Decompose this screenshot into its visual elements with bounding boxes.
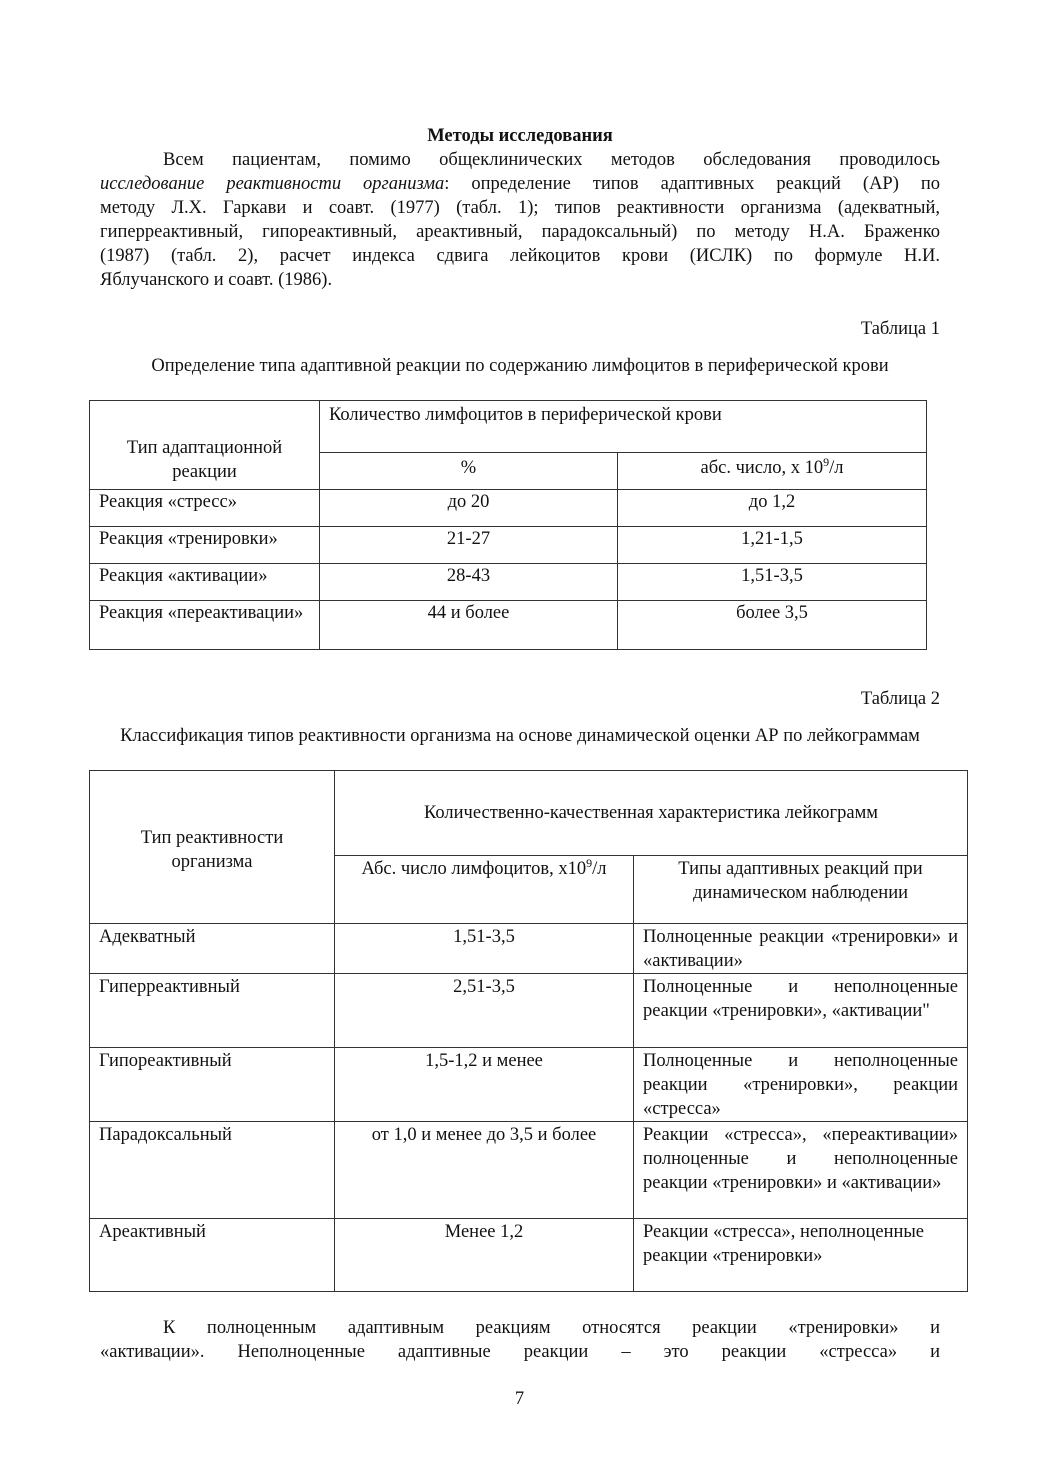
table-row	[90, 1219, 968, 1292]
table1-label: Таблица 1	[860, 319, 940, 339]
table2-cell-type: Гипореактивный	[90, 1048, 335, 1122]
table1-cell-abs: до 1,2	[618, 490, 927, 527]
table2-cell-abs: 2,51-3,5	[335, 974, 634, 1048]
table1-cell-type: Реакция «тренировки»	[90, 527, 320, 564]
table2-head-ar: Типы адаптивных реакций при динамическом наблюдении	[634, 856, 968, 924]
table2-cell-abs: Менее 1,2	[335, 1219, 634, 1292]
table-row	[90, 1048, 968, 1122]
table2-label: Таблица 2	[860, 689, 940, 709]
table2-head-abs: Абс. число лимфоцитов, $х10^9/л$	[335, 856, 634, 924]
intro-line-1: Всем пациентам, помимо общеклинических методов обследования проводилось	[163, 150, 940, 170]
table2-cell-ar: Полноценные реакции «тренировки» и «активации»	[634, 924, 968, 974]
table-row	[90, 924, 968, 974]
table1-cell-pct: до 20	[320, 490, 618, 527]
table2-cell-abs: 1,5-1,2 и менее	[335, 1048, 634, 1122]
italic-term: исследование реактивности организма	[100, 174, 445, 194]
table1-caption: Определение типа адаптивной реакции по содержанию лимфоцитов в периферической крови	[151, 356, 889, 376]
table1-cell-abs: 1,51-3,5	[618, 564, 927, 601]
table1-cell-type: Реакция «стресс»	[90, 490, 320, 527]
table2-cell-ar: Полноценные и неполноценные реакции «тренировки», «активации"	[634, 974, 968, 1048]
table2	[89, 770, 968, 1292]
table2-cell-type: Ареактивный	[90, 1219, 335, 1292]
table1-head-abs: абс. число, х $10^9/л$	[618, 453, 927, 490]
table1-cell-type: Реакция «переактивации»	[90, 601, 320, 650]
table-row	[90, 564, 927, 601]
table-row	[90, 974, 968, 1048]
table1-head-pct: %	[320, 453, 618, 490]
table2-cell-abs: 1,51-3,5	[335, 924, 634, 974]
table1-cell-abs: 1,21-1,5	[618, 527, 927, 564]
table-row	[90, 601, 927, 650]
intro-paragraph	[100, 148, 940, 292]
table-row	[90, 527, 927, 564]
table2-cell-type: Гиперреактивный	[90, 974, 335, 1048]
closing-line-2: «активации». Неполноценные адаптивные реакции – это реакции «стресса» и	[100, 1342, 940, 1362]
table1-cell-pct: 21-27	[320, 527, 618, 564]
table-row	[90, 490, 927, 527]
table2-cell-type: Парадоксальный	[90, 1122, 335, 1219]
intro-line-3: методу Л.Х. Гаркави и соавт. (1977) (табл. 1); типов реактивности организма (адекватный,	[100, 198, 940, 218]
section-heading: Методы исследования	[427, 126, 613, 146]
table1-head-type: Тип адаптационной реакции	[90, 401, 320, 490]
table2-caption: Классификация типов реактивности организма на основе динамической оценки АР по лейкограммам	[120, 726, 920, 746]
intro-line-5: (1987) (табл. 2), расчет индекса сдвига лейкоцитов крови (ИСЛК) по формуле Н.И.	[100, 246, 940, 266]
table1-cell-pct: 44 и более	[320, 601, 618, 650]
table2-head-type: Тип реактивности организма	[90, 771, 335, 924]
table1	[89, 400, 927, 650]
table2-cell-ar: Полноценные и неполноценные реакции «тренировки», реакции «стресса»	[634, 1048, 968, 1122]
intro-line-2: исследование реактивности организма: определение типов адаптивных реакций (АР) по	[100, 174, 940, 194]
intro-line-4: гиперреактивный, гипореактивный, ареактивный, парадоксальный) по методу Н.А. Браженко	[100, 222, 940, 242]
table1-head-count: Количество лимфоцитов в периферической крови	[320, 401, 927, 453]
table2-cell-ar: Реакции «стресса», неполноценные реакции «тренировки»	[634, 1219, 968, 1292]
table-row	[90, 1122, 968, 1219]
table2-cell-ar: Реакции «стресса», «переактивации» полноценные и неполноценные реакции «тренировки» и «активации»	[634, 1122, 968, 1219]
table1-cell-type: Реакция «активации»	[90, 564, 320, 601]
closing-line-1: К полноценным адаптивным реакциям относятся реакции «тренировки» и	[163, 1318, 940, 1338]
intro-line-6: Яблучанского и соавт. (1986).	[100, 270, 333, 290]
closing-paragraph	[100, 1316, 940, 1364]
table2-head-char: Количественно-качественная характеристика лейкограмм	[335, 771, 968, 856]
table1-cell-pct: 28-43	[320, 564, 618, 601]
page-number: 7	[514, 1389, 525, 1409]
table2-cell-type: Адекватный	[90, 924, 335, 974]
table2-cell-abs: от 1,0 и менее до 3,5 и более	[335, 1122, 634, 1219]
table1-cell-abs: более 3,5	[618, 601, 927, 650]
